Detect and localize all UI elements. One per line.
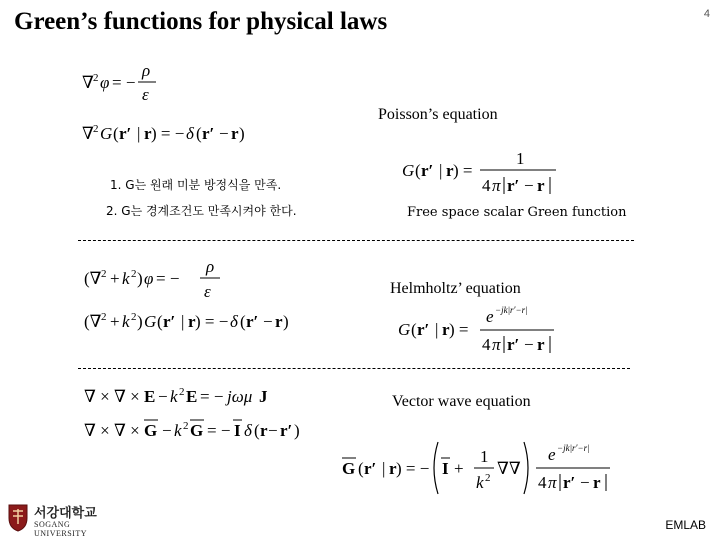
university-emblem-icon [6, 502, 30, 532]
svg-text:|: | [435, 320, 439, 339]
svg-text:−jk|r′−r|: −jk|r′−r| [495, 305, 528, 315]
svg-text:= −: = − [207, 421, 231, 440]
svg-text:−: − [162, 421, 172, 440]
svg-text:r: r [389, 459, 397, 478]
svg-text:2: 2 [183, 420, 189, 432]
svg-text:|: | [382, 459, 386, 478]
svg-text:ρ: ρ [206, 258, 215, 276]
svg-text:r: r [537, 335, 545, 354]
svg-text:∇∇: ∇∇ [497, 459, 521, 478]
svg-text:|: | [439, 161, 443, 180]
svg-text:) =: ) = [449, 320, 469, 339]
svg-text:r′: r′ [246, 312, 259, 331]
svg-text:2: 2 [93, 72, 99, 84]
svg-text:δ: δ [230, 312, 238, 331]
svg-text:φ: φ [100, 73, 110, 92]
svg-text:(: ( [415, 161, 421, 180]
svg-text:): ) [283, 312, 289, 331]
svg-text:r′: r′ [280, 421, 293, 440]
svg-text:2: 2 [485, 472, 491, 484]
svg-text:r: r [188, 312, 196, 331]
svg-text:2: 2 [179, 386, 185, 398]
helmholtz-green-function-formula [396, 300, 566, 356]
svg-text:r′: r′ [507, 335, 520, 354]
svg-text:1: 1 [480, 447, 489, 466]
svg-text:J: J [259, 387, 268, 406]
footer-lab-name: EMLAB [665, 518, 706, 532]
svg-text:r: r [231, 124, 239, 143]
svg-text:I: I [234, 421, 241, 440]
poisson-label: Poisson’s equation [378, 106, 498, 123]
svg-text:−: − [524, 176, 534, 195]
svg-text:E: E [186, 387, 198, 406]
svg-text:G: G [402, 161, 415, 180]
svg-text:e: e [486, 307, 494, 326]
svg-text:(: ( [113, 124, 119, 143]
helmholtz-equation-green [82, 306, 332, 336]
svg-text:φ: φ [144, 269, 154, 288]
svg-text:∇: ∇ [82, 73, 94, 92]
svg-text:G: G [144, 421, 158, 440]
svg-text:π: π [492, 335, 501, 354]
svg-text:r: r [275, 312, 283, 331]
svg-text:E: E [144, 387, 156, 406]
condition-note-2: 2. G는 경계조건도 만족시켜야 한다. [106, 204, 297, 218]
helmholtz-label: Helmholtz’ equation [390, 280, 521, 297]
svg-text:= −: = − [200, 387, 224, 406]
svg-text:) = −: ) = − [195, 312, 229, 331]
svg-text:G: G [190, 421, 204, 440]
svg-text:+: + [454, 459, 464, 478]
svg-text:(∇: (∇ [84, 269, 102, 288]
vector-wave-equation-e [82, 382, 302, 410]
svg-text:e: e [548, 445, 556, 464]
svg-text:(: ( [358, 459, 364, 478]
svg-text:r: r [537, 176, 545, 195]
divider-1 [78, 240, 634, 241]
svg-text:r′: r′ [364, 459, 377, 478]
university-name-english: SOGANG UNIVERSITY [34, 520, 87, 538]
svg-text:−: − [158, 387, 168, 406]
svg-text:2: 2 [131, 311, 137, 323]
svg-text:−jk|r′−r|: −jk|r′−r| [557, 443, 590, 453]
svg-text:−: − [268, 421, 278, 440]
svg-text:+: + [110, 269, 120, 288]
svg-text:δ: δ [244, 421, 252, 440]
svg-text:(: ( [196, 124, 202, 143]
svg-text:−: − [219, 124, 229, 143]
university-logo [6, 500, 116, 538]
svg-text:∇: ∇ [82, 124, 94, 143]
svg-text:): ) [294, 421, 300, 440]
svg-text:I: I [442, 459, 449, 478]
svg-text:(: ( [411, 320, 417, 339]
svg-text:r: r [446, 161, 454, 180]
vector-wave-label: Vector wave equation [392, 393, 531, 410]
svg-text:): ) [239, 124, 245, 143]
svg-text:ε: ε [142, 85, 149, 104]
svg-text:k: k [170, 387, 178, 406]
svg-text:−: − [580, 473, 590, 492]
svg-text:δ: δ [186, 124, 194, 143]
dyadic-green-function-formula [340, 436, 620, 498]
svg-text:π: π [548, 473, 557, 492]
svg-text:r: r [144, 124, 152, 143]
svg-text:jωμ: jωμ [227, 387, 253, 406]
svg-text:|: | [137, 124, 141, 143]
svg-text:r′: r′ [202, 124, 215, 143]
svg-text:r′: r′ [563, 473, 576, 492]
free-space-green-function-formula [400, 146, 570, 198]
svg-text:r: r [442, 320, 450, 339]
condition-note-1: 1. G는 원래 미분 방정식을 만족. [110, 178, 282, 192]
svg-text:r′: r′ [119, 124, 132, 143]
svg-text:2: 2 [93, 123, 99, 135]
poisson-equation-phi [80, 62, 180, 106]
svg-text:r′: r′ [507, 176, 520, 195]
slide-title: Green’s functions for physical laws [14, 8, 388, 35]
svg-text:−: − [263, 312, 273, 331]
svg-text:2: 2 [101, 311, 107, 323]
svg-text:k: k [476, 473, 484, 492]
svg-text:4: 4 [482, 176, 491, 195]
vector-wave-equation-green [82, 414, 332, 446]
svg-text:): ) [137, 269, 143, 288]
svg-text:r′: r′ [421, 161, 434, 180]
svg-text:(∇: (∇ [84, 312, 102, 331]
svg-text:k: k [174, 421, 182, 440]
svg-text:G: G [398, 320, 411, 339]
svg-text:) = −: ) = − [396, 459, 430, 478]
svg-text:ρ: ρ [142, 62, 151, 80]
svg-text:) =: ) = [453, 161, 473, 180]
svg-text:−: − [524, 335, 534, 354]
svg-text:2: 2 [101, 268, 107, 280]
svg-text:k: k [122, 269, 130, 288]
svg-text:G: G [100, 124, 113, 143]
svg-text:1: 1 [516, 149, 525, 168]
svg-text:2: 2 [131, 268, 137, 280]
svg-text:G: G [144, 312, 157, 331]
svg-text:= −: = − [112, 73, 136, 92]
svg-text:∇ × ∇ ×: ∇ × ∇ × [84, 387, 140, 406]
svg-text:k: k [122, 312, 130, 331]
svg-text:(: ( [240, 312, 246, 331]
svg-text:∇ × ∇ ×: ∇ × ∇ × [84, 421, 140, 440]
svg-text:(: ( [157, 312, 163, 331]
svg-text:r′: r′ [163, 312, 176, 331]
svg-text:(: ( [254, 421, 260, 440]
svg-text:|: | [181, 312, 185, 331]
poisson-equation-green [80, 118, 280, 148]
svg-text:r: r [260, 421, 268, 440]
svg-text:4: 4 [482, 335, 491, 354]
free-space-green-function-label: Free space scalar Green function [407, 205, 627, 220]
svg-text:): ) [137, 312, 143, 331]
university-name-korean: 서강대학교 [34, 506, 97, 521]
helmholtz-equation-phi [82, 258, 242, 304]
divider-2 [78, 368, 630, 369]
svg-text:G: G [342, 459, 356, 478]
svg-text:π: π [492, 176, 501, 195]
svg-text:+: + [110, 312, 120, 331]
svg-text:4: 4 [538, 473, 547, 492]
page-number: 4 [703, 8, 710, 20]
svg-text:r′: r′ [417, 320, 430, 339]
svg-text:) = −: ) = − [151, 124, 185, 143]
svg-text:= −: = − [156, 269, 180, 288]
svg-text:ε: ε [204, 282, 211, 301]
svg-text:r: r [593, 473, 601, 492]
